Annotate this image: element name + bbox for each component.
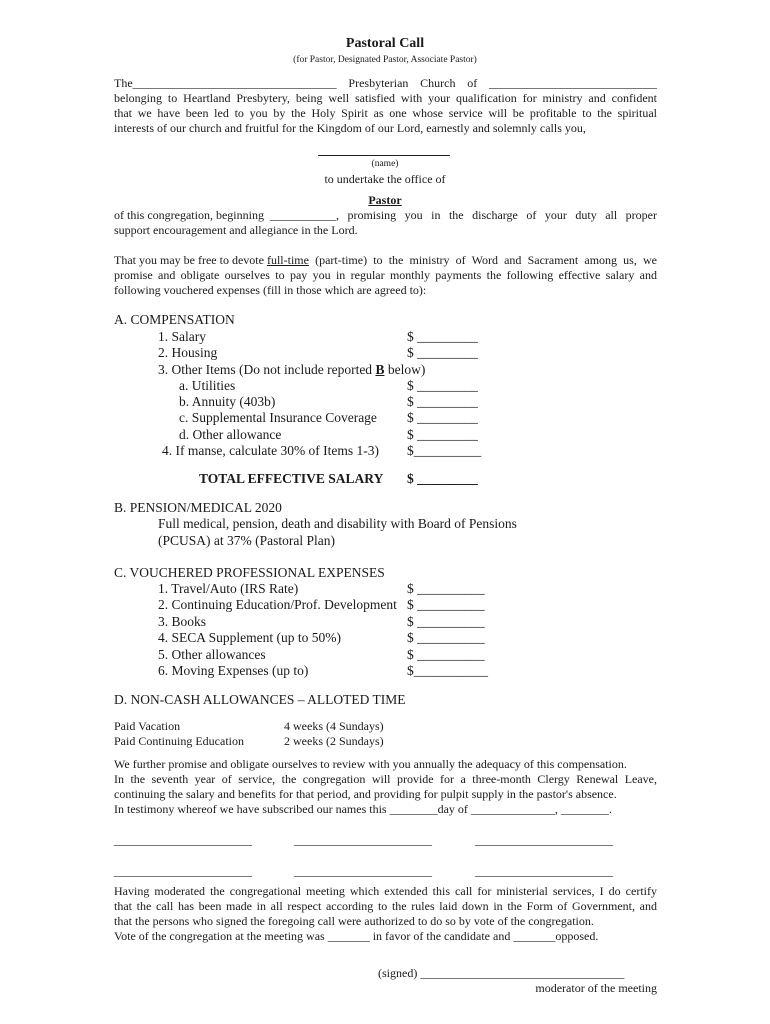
- beginning-prefix: of this congregation, beginning: [114, 208, 264, 222]
- books-label: 3. Books: [158, 614, 207, 629]
- moderator-line-2: that the call has been made in all respect according to the rules laid down in the Form of Government, and: [114, 899, 657, 913]
- moving-label: 6. Moving Expenses (up to): [158, 663, 309, 678]
- intro-line-4: interests of our church and fruitful for the Kingdom of our Lord, earnestly and solemnly calls you,: [114, 121, 586, 135]
- beginning-line: [114, 208, 657, 223]
- signature-line[interactable]: _______________________: [294, 833, 432, 847]
- review-line-3: continuing the salary and benefits for that period, and providing for pulpit supply in the pastor's absence.: [114, 787, 617, 801]
- insurance-amount: $ _________: [407, 410, 478, 425]
- other-items-text-a: 3. Other Items (Do not include reported: [158, 362, 376, 377]
- signature-line[interactable]: _______________________: [475, 864, 613, 878]
- vacation-value: 4 weeks (4 Sundays): [284, 719, 384, 733]
- review-line-4: In testimony whereof we have subscribed our names this ________day of ______________, ________.: [114, 802, 612, 816]
- salary-label: 1. Salary: [158, 329, 206, 344]
- other-items-ref-b: B: [375, 362, 385, 377]
- continuing-ed-time-label: Paid Continuing Education: [114, 734, 244, 748]
- salary-amount: $ _________: [407, 329, 478, 344]
- vouchered-heading: C. VOUCHERED PROFESSIONAL EXPENSES: [114, 565, 385, 580]
- moderator-signature[interactable]: (signed) __________________________________: [378, 966, 625, 980]
- freedom-line-2: promise and obligate ourselves to pay you in regular monthly payments the following effective salary and: [114, 268, 657, 282]
- signature-line[interactable]: _______________________: [475, 833, 613, 847]
- compensation-heading: A. COMPENSATION: [114, 312, 235, 327]
- beginning-line-2: support encouragement and allegiance in the Lord.: [114, 223, 358, 237]
- page-title: Pastoral Call: [345, 36, 425, 51]
- seca-label: 4. SECA Supplement (up to 50%): [158, 630, 341, 645]
- review-line-1: We further promise and obligate ourselves to review with you annually the adequacy of this compensation.: [114, 757, 627, 771]
- pension-heading: B. PENSION/MEDICAL 2020: [114, 500, 282, 515]
- intro-line-1: The__________________________________ Presbyterian Church of ____________________________: [114, 76, 657, 90]
- signature-line[interactable]: _______________________: [114, 864, 252, 878]
- beginning-date-blank: ___________: [269, 208, 336, 222]
- name-signature-line: [318, 155, 450, 156]
- pension-line-1: Full medical, pension, death and disability with Board of Pensions: [158, 516, 517, 531]
- insurance-label: c. Supplemental Insurance Coverage: [179, 410, 377, 425]
- manse-label: 4. If manse, calculate 30% of Items 1-3): [162, 443, 380, 458]
- full-time-option: full-time: [266, 253, 309, 267]
- moderator-line-3: that the persons who signed the foregoing call were authorized to do so by vote of the congregation.: [114, 914, 594, 928]
- utilities-label: a. Utilities: [179, 378, 236, 393]
- name-label: (name): [371, 159, 399, 169]
- signature-line[interactable]: _______________________: [294, 864, 432, 878]
- moderator-line-1: Having moderated the congregational meeting which extended this call for ministerial services, I do certify: [114, 884, 657, 898]
- books-amount: $ __________: [407, 614, 485, 629]
- moderator-role: moderator of the meeting: [535, 981, 657, 995]
- vacation-label: Paid Vacation: [114, 719, 181, 733]
- freedom-line-1: [114, 253, 657, 268]
- continuing-ed-label: 2. Continuing Education/Prof. Development: [158, 597, 397, 612]
- intro-line-2: belonging to Heartland Presbytery, being well satisfied with your qualification for ministry and confident: [114, 91, 657, 105]
- seca-amount: $ __________: [407, 630, 485, 645]
- travel-amount: $ __________: [407, 581, 485, 596]
- other-items-text-c: below): [384, 362, 426, 377]
- utilities-amount: $ _________: [407, 378, 478, 393]
- office-title: Pastor: [368, 193, 402, 207]
- moving-amount: $___________: [407, 663, 488, 678]
- housing-label: 2. Housing: [158, 345, 218, 360]
- housing-amount: $ _________: [407, 345, 478, 360]
- freedom-text-b: (part-time) to the ministry of Word and Sacrament among us, we: [308, 253, 657, 267]
- undertake-text: to undertake the office of: [324, 172, 446, 186]
- pension-line-2: (PCUSA) at 37% (Pastoral Plan): [158, 533, 335, 548]
- other-items-label: [158, 361, 425, 378]
- beginning-suffix: , promising you in the discharge of your duty all proper: [335, 208, 657, 222]
- other-allowance-amount: $ _________: [407, 427, 478, 442]
- moderator-line-4: Vote of the congregation at the meeting was _______ in favor of the candidate and _______opposed.: [114, 929, 599, 943]
- noncash-heading: D. NON-CASH ALLOWANCES – ALLOTED TIME: [114, 692, 406, 707]
- other-allowances-amount: $ __________: [407, 647, 485, 662]
- other-allowances-label: 5. Other allowances: [158, 647, 266, 662]
- review-line-2: In the seventh year of service, the congregation will provide for a three-month Clergy Renewal Leave,: [114, 772, 657, 786]
- travel-label: 1. Travel/Auto (IRS Rate): [158, 581, 299, 596]
- annuity-amount: $ _________: [407, 394, 478, 409]
- signature-line[interactable]: _______________________: [114, 833, 252, 847]
- continuing-ed-time-value: 2 weeks (2 Sundays): [284, 734, 384, 748]
- total-salary-amount: $ _________: [407, 471, 478, 486]
- annuity-label: b. Annuity (403b): [179, 394, 276, 409]
- other-allowance-label: d. Other allowance: [179, 427, 282, 442]
- page-subtitle: (for Pastor, Designated Pastor, Associate Pastor): [293, 55, 477, 65]
- intro-line-3: that we have been led to you by the Holy Spirit as one whose service will be profitable to the spiritual: [114, 106, 657, 120]
- total-salary-label: TOTAL EFFECTIVE SALARY: [199, 471, 384, 486]
- manse-amount: $__________: [407, 443, 482, 458]
- freedom-text-a: That you may be free to devote: [114, 253, 267, 267]
- freedom-line-3: following vouchered expenses (fill in those which are agreed to):: [114, 283, 427, 297]
- continuing-ed-amount: $ __________: [407, 597, 485, 612]
